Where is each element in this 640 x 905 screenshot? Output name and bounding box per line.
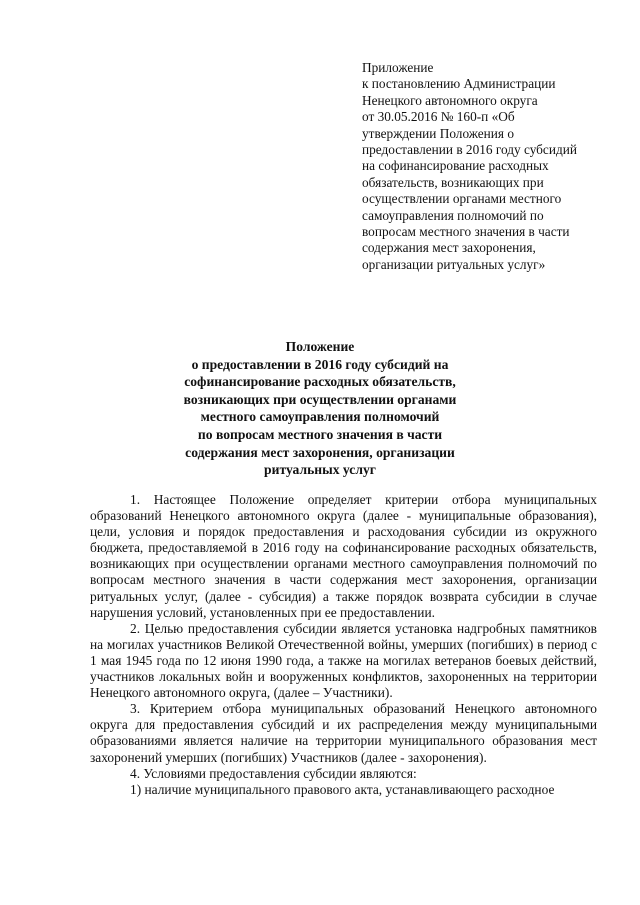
appendix-line: содержания мест захоронения, — [362, 240, 536, 256]
appendix-header — [362, 60, 612, 273]
title-line: софинансирование расходных обязательств, — [184, 374, 456, 390]
paragraph-5: 1) наличие муниципального правового акта, устанавливающего расходное — [130, 781, 555, 797]
paragraph-3: 3. Критерием отбора муниципальных образований Ненецкого автономного округа для предоставления субсидий и их распределения между муниципальными образованиями является наличие на территории муниципального образования мест захоронений умерших (погибших) Участников (далее - захоронения). — [90, 701, 597, 765]
appendix-line: к постановлению Администрации — [362, 76, 556, 92]
title-line: по вопросам местного значения в части — [197, 426, 443, 442]
appendix-line: обязательств, возникающих при — [362, 174, 544, 190]
title-line: Положение — [285, 339, 355, 354]
title-line: ритуальных услуг — [264, 462, 376, 478]
appendix-line: осуществлении органами местного — [362, 191, 562, 207]
appendix-line: утверждении Положения о — [362, 125, 514, 141]
appendix-line: вопросам местного значения в части — [362, 224, 570, 240]
title-line: содержания мест захоронения, организации — [185, 444, 455, 460]
appendix-line: на софинансирование расходных — [362, 158, 549, 174]
title-line: о предоставлении в 2016 году субсидий на — [191, 356, 449, 372]
paragraph-4: 4. Условиями предоставления субсидии являются: — [130, 765, 417, 781]
appendix-line: самоуправления полномочий по — [362, 207, 544, 223]
title-line: возникающих при осуществлении органами — [183, 391, 457, 407]
title-line: местного самоуправления полномочий — [200, 409, 440, 425]
document-body — [90, 492, 597, 798]
appendix-line: предоставлении в 2016 году субсидий — [362, 142, 577, 158]
appendix-line: от 30.05.2016 № 160-п «Об — [362, 109, 515, 125]
appendix-line: Приложение — [362, 60, 434, 75]
appendix-line: Ненецкого автономного округа — [362, 92, 538, 108]
document-title — [150, 338, 490, 479]
appendix-line: организации ритуальных услуг» — [362, 256, 546, 272]
paragraph-2: 2. Целью предоставления субсидии является установка надгробных памятников на могилах участников Великой Отечественной войны, умерших (погибших) в период с 1 мая 1945 года по 12 июня 1990 года, а также на могилах ветеранов боевых действий, участников локальных войн и вооруженных конфликтов, захороненных на территории Ненецкого автономного округа, (далее – Участники). — [90, 620, 597, 701]
paragraph-1: 1. Настоящее Положение определяет критерии отбора муниципальных образований Ненецкого автономного округа (далее - муниципальные образования), цели, условия и порядок предоставления и расходования субсидии из окружного бюджета, предоставляемой в 2016 году на софинансирование расходных обязательств, возникающих при осуществлении органами местного самоуправления полномочий по вопросам местного значения в части содержания мест захоронения, организации ритуальных услуг, (далее - субсидия) а также порядок возврата субсидии в случае нарушения условий, установленных при ее предоставлении. — [90, 492, 597, 620]
